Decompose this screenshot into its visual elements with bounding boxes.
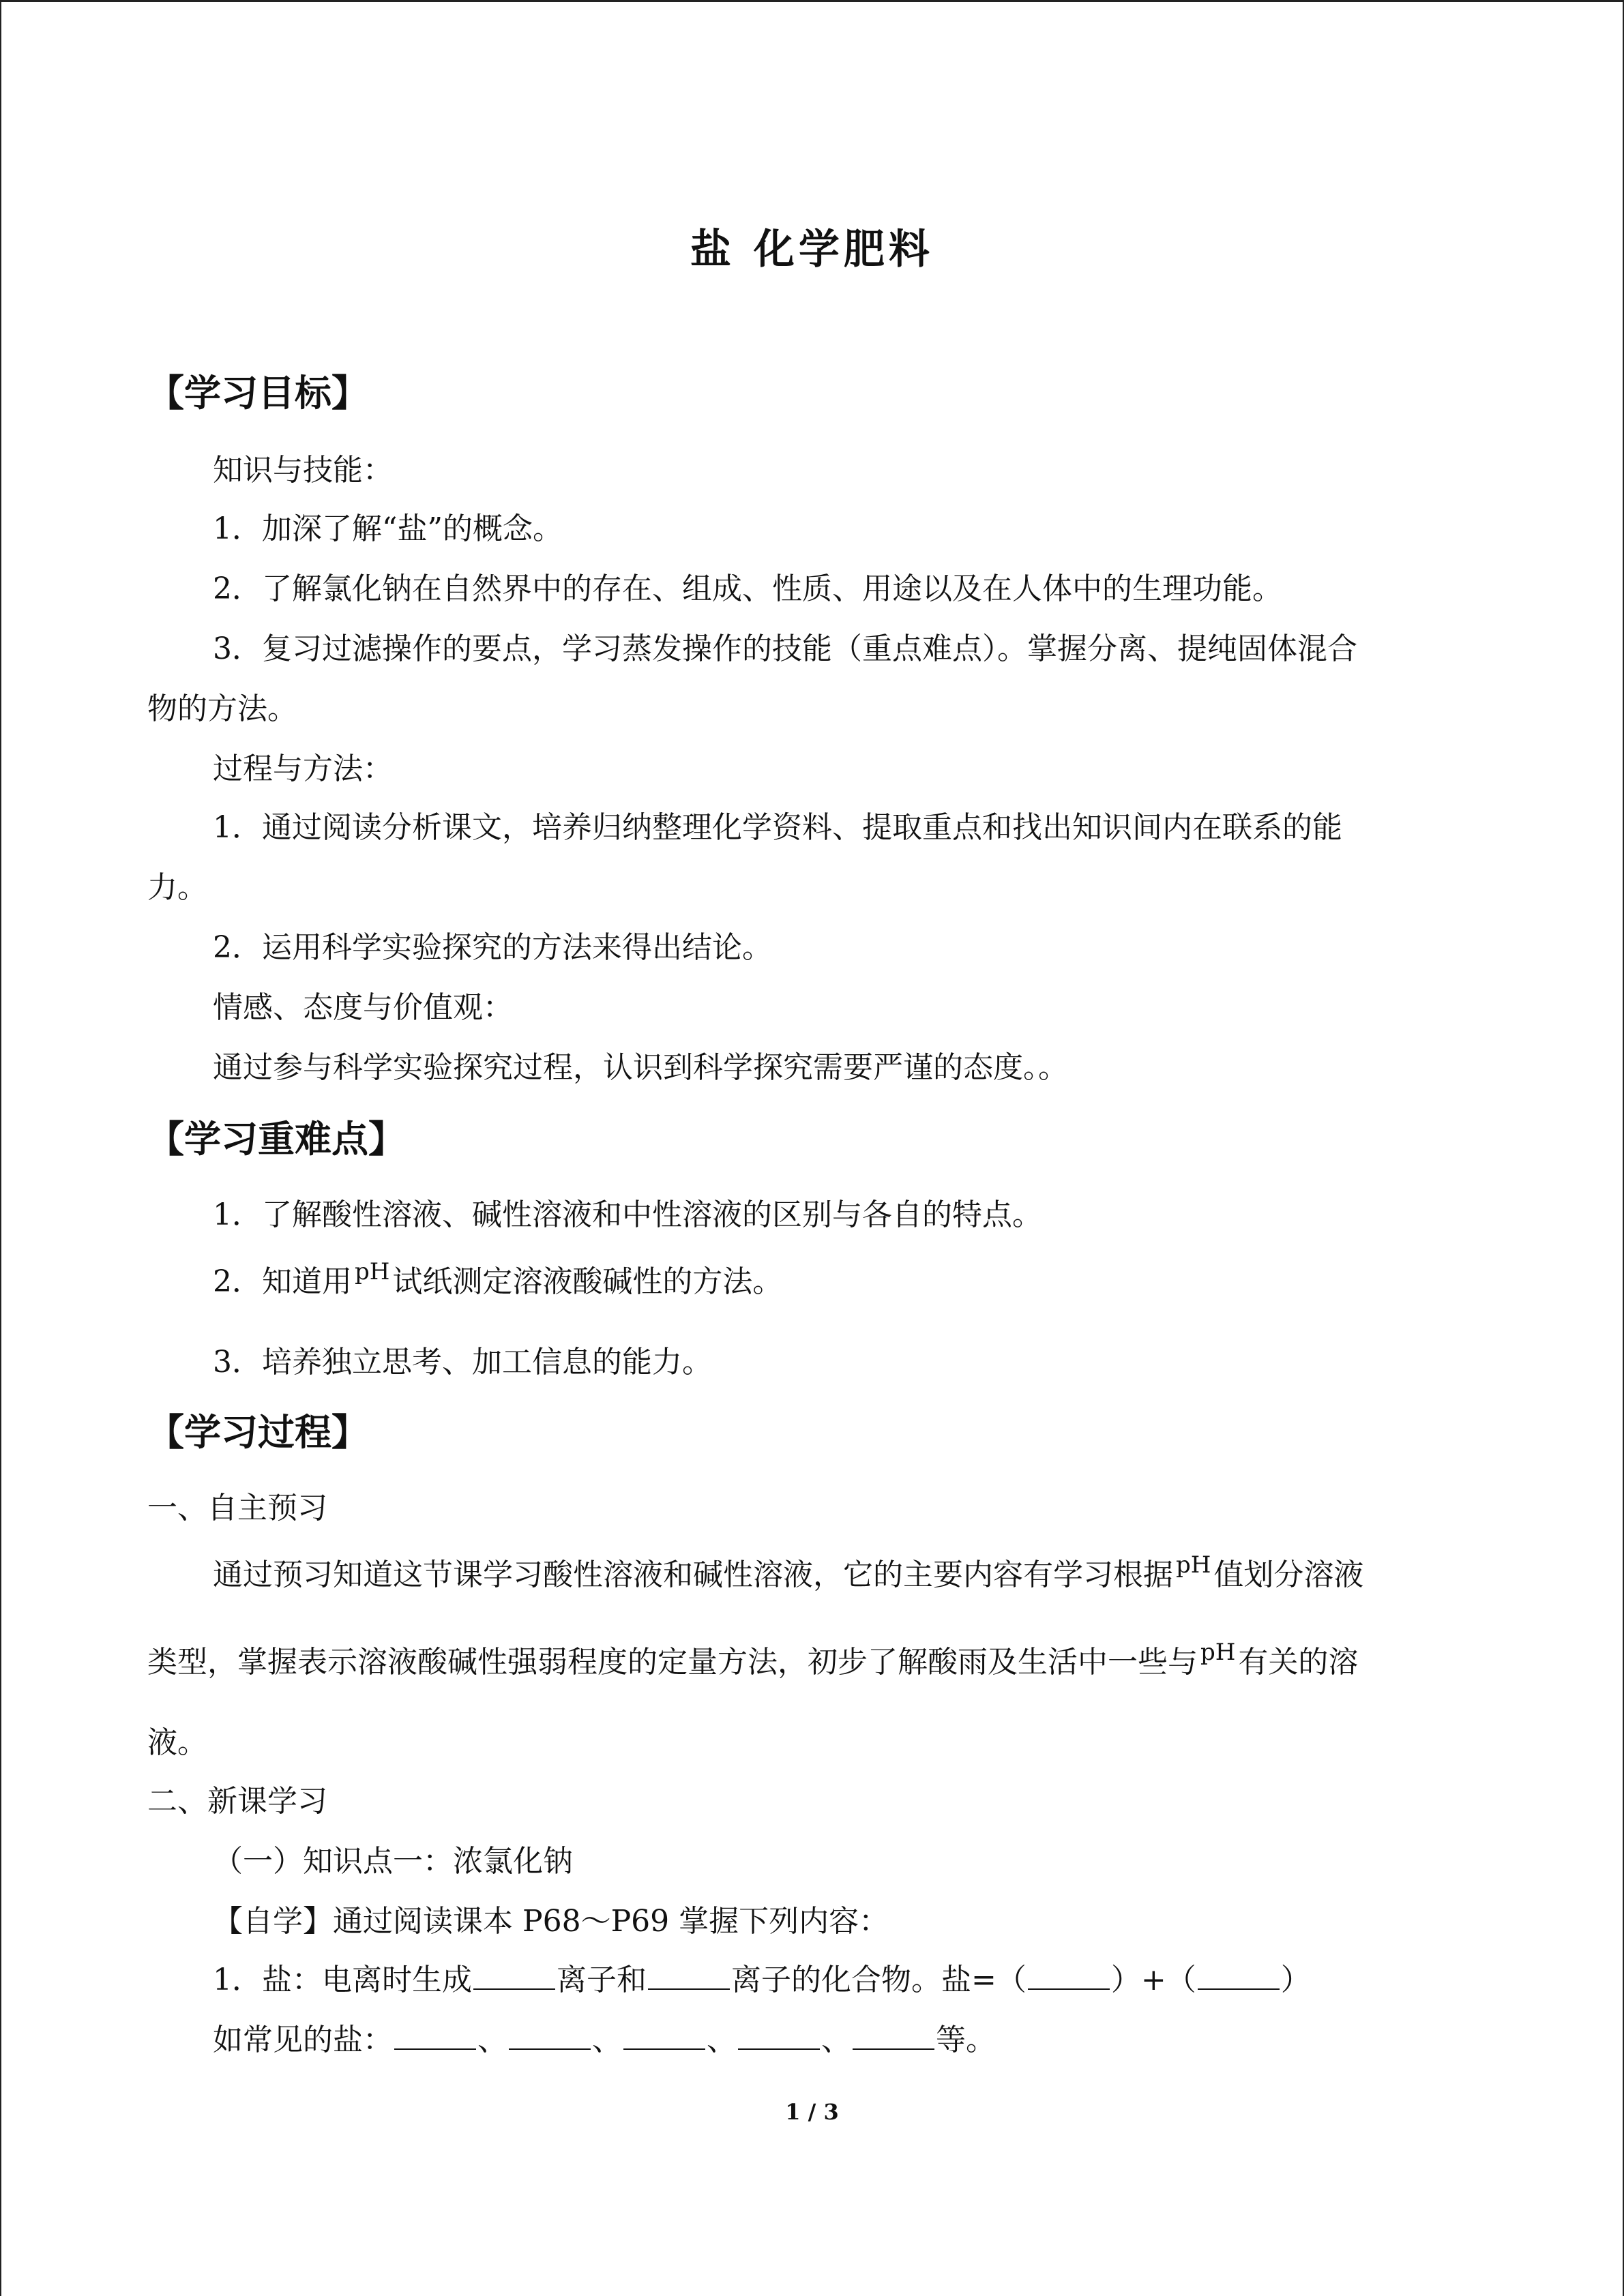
separator: 、 xyxy=(592,2023,622,2057)
goals-method-heading: 过程与方法： xyxy=(213,751,393,786)
self-study-instruction: 【自学】通过阅读课本 P68～P69 掌握下列内容： xyxy=(213,1904,889,1939)
process-part2-heading: 二、新课学习 xyxy=(147,1784,327,1819)
keypoint-item-2-text-a: 2．知道用 xyxy=(213,1264,352,1299)
goals-knowledge-heading: 知识与技能： xyxy=(213,453,393,488)
keypoint-item-1: 1．了解酸性溶液、碱性溶液和中性溶液的区别与各自的特点。 xyxy=(213,1197,1042,1232)
ph-symbol: pH xyxy=(1200,1639,1236,1666)
goals-knowledge-item-1: 1．加深了解“盐”的概念。 xyxy=(213,511,563,546)
page-number: 1 / 3 xyxy=(785,2099,839,2125)
goals-knowledge-item-3-line-2: 物的方法。 xyxy=(147,691,297,726)
fill-blank-salt-5[interactable] xyxy=(853,2021,934,2050)
fill-blank-cation[interactable] xyxy=(473,1961,555,1990)
section-heading-keypoints: 【学习重难点】 xyxy=(147,1118,405,1161)
keypoint-item-2 xyxy=(213,1258,783,1303)
goals-method-item-1-line-1: 1．通过阅读分析课文，培养归纳整理化学资料、提取重点和找出知识间内在联系的能 xyxy=(213,810,1342,845)
section-heading-process: 【学习过程】 xyxy=(147,1411,368,1454)
salt-definition-text-a: 1．盐：电离时生成 xyxy=(213,1963,472,1997)
fill-blank-anion[interactable] xyxy=(648,1961,730,1990)
goals-method-item-1-line-2: 力。 xyxy=(147,870,207,905)
separator: 、 xyxy=(821,2023,851,2057)
preview-line-1-text-a: 通过预习知道这节课学习酸性溶液和碱性溶液，它的主要内容有学习根据 xyxy=(213,1557,1173,1592)
common-salts-end: 等。 xyxy=(936,2023,996,2057)
fill-blank-salt-3[interactable] xyxy=(623,2021,705,2050)
ph-symbol: pH xyxy=(1176,1551,1211,1579)
salt-definition xyxy=(213,1961,1311,1999)
goals-attitude-heading: 情感、态度与价值观： xyxy=(213,990,513,1025)
salt-definition-text-b: 离子和 xyxy=(557,1963,647,1997)
separator: 、 xyxy=(707,2023,737,2057)
document-title: 盐 化学肥料 xyxy=(690,226,934,273)
preview-line-3: 液。 xyxy=(147,1725,207,1760)
preview-line-2-text-b: 有关的溶 xyxy=(1238,1645,1359,1680)
salt-definition-text-e: ） xyxy=(1280,1963,1311,1997)
goals-knowledge-item-2: 2．了解氯化钠在自然界中的存在、组成、性质、用途以及在人体中的生理功能。 xyxy=(213,571,1282,606)
goals-attitude-item: 通过参与科学实验探究过程，认识到科学探究需要严谨的态度。。 xyxy=(213,1050,1068,1085)
preview-line-2-text-a: 类型，掌握表示溶液酸碱性强弱程度的定量方法，初步了解酸雨及生活中一些与 xyxy=(147,1645,1198,1680)
knowledge-point-1-heading: （一）知识点一：浓氯化钠 xyxy=(213,1844,573,1879)
preview-line-1 xyxy=(213,1551,1364,1596)
fill-blank-formula-1[interactable] xyxy=(1028,1961,1110,1990)
fill-blank-salt-4[interactable] xyxy=(738,2021,820,2050)
keypoint-item-3: 3．培养独立思考、加工信息的能力。 xyxy=(213,1345,712,1380)
fill-blank-formula-2[interactable] xyxy=(1198,1961,1280,1990)
fill-blank-salt-2[interactable] xyxy=(509,2021,591,2050)
salt-definition-text-d: ）+（ xyxy=(1110,1963,1196,1997)
process-part1-heading: 一、自主预习 xyxy=(147,1491,327,1525)
fill-blank-salt-1[interactable] xyxy=(394,2021,476,2050)
section-heading-goals: 【学习目标】 xyxy=(147,372,368,415)
keypoint-item-2-text-b: 试纸测定溶液酸碱性的方法。 xyxy=(392,1264,783,1299)
ph-symbol: pH xyxy=(355,1258,390,1285)
common-salts xyxy=(213,2021,996,2059)
preview-line-2 xyxy=(147,1639,1359,1684)
goals-knowledge-item-3-line-1: 3．复习过滤操作的要点，学习蒸发操作的技能（重点难点）。掌握分离、提纯固体混合 xyxy=(213,631,1357,666)
salt-definition-text-c: 离子的化合物。盐=（ xyxy=(731,1963,1027,1997)
separator: 、 xyxy=(477,2023,507,2057)
goals-method-item-2: 2．运用科学实验探究的方法来得出结论。 xyxy=(213,930,772,965)
common-salts-label: 如常见的盐： xyxy=(213,2023,393,2057)
preview-line-1-text-b: 值划分溶液 xyxy=(1213,1557,1364,1592)
